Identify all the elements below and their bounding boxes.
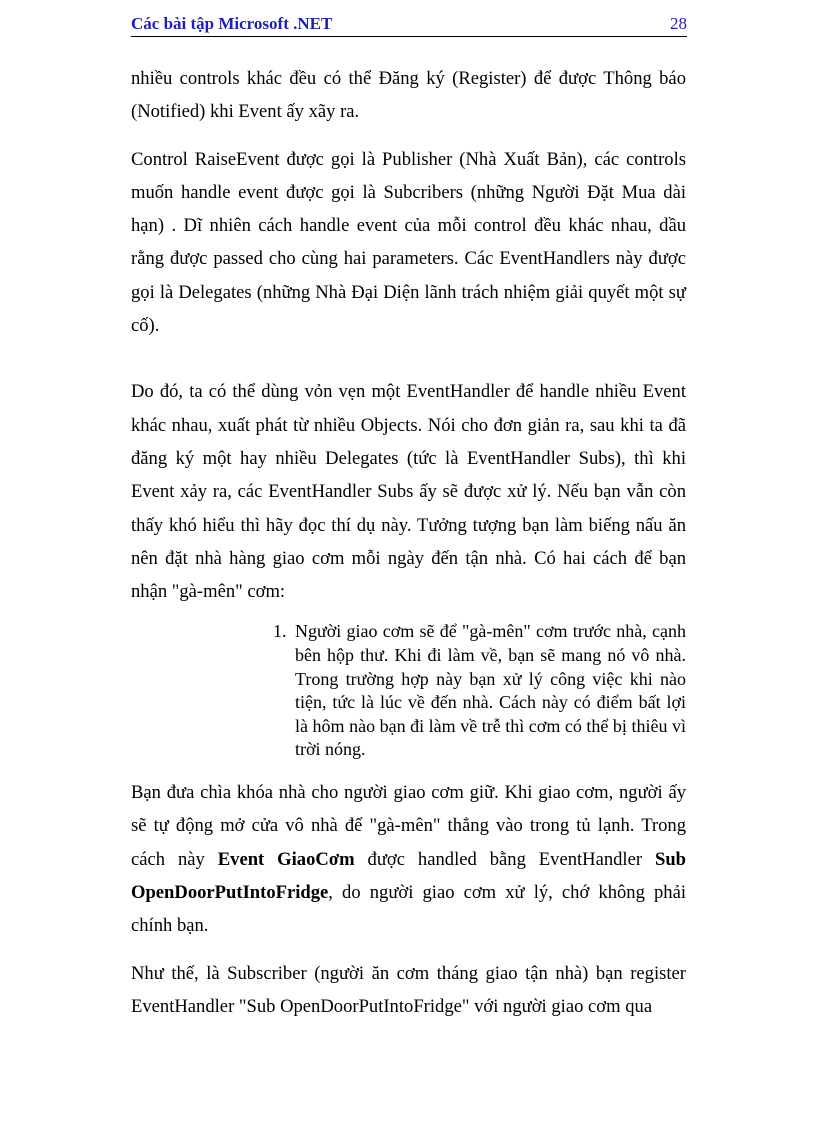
page-header [131, 14, 687, 37]
paragraph-4 [131, 776, 686, 942]
paragraph-2: Control RaiseEvent được gọi là Publisher (Nhà Xuất Bản), các controls muốn handle event được gọi là Subcribers (những Người Đặt Mua dài hạn) . Dĩ nhiên cách handle event của mỗi control đều khác nhau, dầu rằng được passed cho cùng hai parameters. Các EventHandlers này được gọi là Delegates (những Nhà Đại Diện lãnh trách nhiệm giải quyết một sự cố). [131, 148, 686, 337]
list-item-text: Người giao cơm sẽ để "gà-mên" cơm trước nhà, cạnh bên hộp thư. Khi đi làm về, bạn sẽ mang nó vô nhà. Trong trường hợp này bạn xử lý công việc khi nào tiện, tức là lúc về đến nhà. Cách này có điểm bất lợi là hôm nào bạn đi làm về trễ thì cơm có thể bị thiêu vì trời nóng. [295, 621, 686, 760]
numbered-list [131, 620, 686, 762]
list-item-number: 1. [273, 621, 287, 642]
page-number: 28 [670, 14, 687, 33]
paragraph-4-text-c: được handled bằng EventHandler [354, 848, 655, 870]
bold-event-name: Event GiaoCơm [217, 848, 355, 870]
paragraph-1: nhiều controls khác đều có thể Đăng ký (Register) để được Thông báo (Notified) khi Event ấy xãy ra. [131, 68, 686, 123]
page-body [131, 62, 686, 1023]
document-title: Các bài tập Microsoft .NET [131, 14, 333, 33]
paragraph-4-text-d: , do người giao cơm xử lý, chớ không phải chính bạn. [131, 881, 686, 937]
list-item [273, 620, 686, 762]
paragraph-5: Như thế, là Subscriber (người ăn cơm tháng giao tận nhà) bạn register EventHandler "Sub OpenDoorPutIntoFridge" với người giao cơm qua [131, 962, 686, 1017]
paragraph-3: Do đó, ta có thể dùng vỏn vẹn một EventHandler để handle nhiều Event khác nhau, xuất phát từ nhiều Objects. Nói cho đơn giản ra, sau khi ta đã đăng ký một hay nhiều Delegates (tức là EventHandler Subs), thì khi Event xảy ra, các EventHandler Subs ấy sẽ được xử lý. Nếu bạn vẫn còn thấy khó hiểu thì hãy đọc thí dụ này. Tưởng tượng bạn làm biếng nấu ăn nên đặt nhà hàng giao cơm mỗi ngày đến tận nhà. Có hai cách để bạn nhận "gà-mên" cơm: [131, 381, 686, 603]
paragraph-4-text-a: Bạn đưa chìa khóa nhà cho người giao cơm giữ. Khi giao cơm, người ấy sẽ tự động mở cửa vô nhà để "gà-mên" thẳng vào trong tủ lạnh. Trong cách này [131, 782, 686, 870]
bold-handler-name: Sub OpenDoorPutIntoFridge [131, 848, 687, 903]
